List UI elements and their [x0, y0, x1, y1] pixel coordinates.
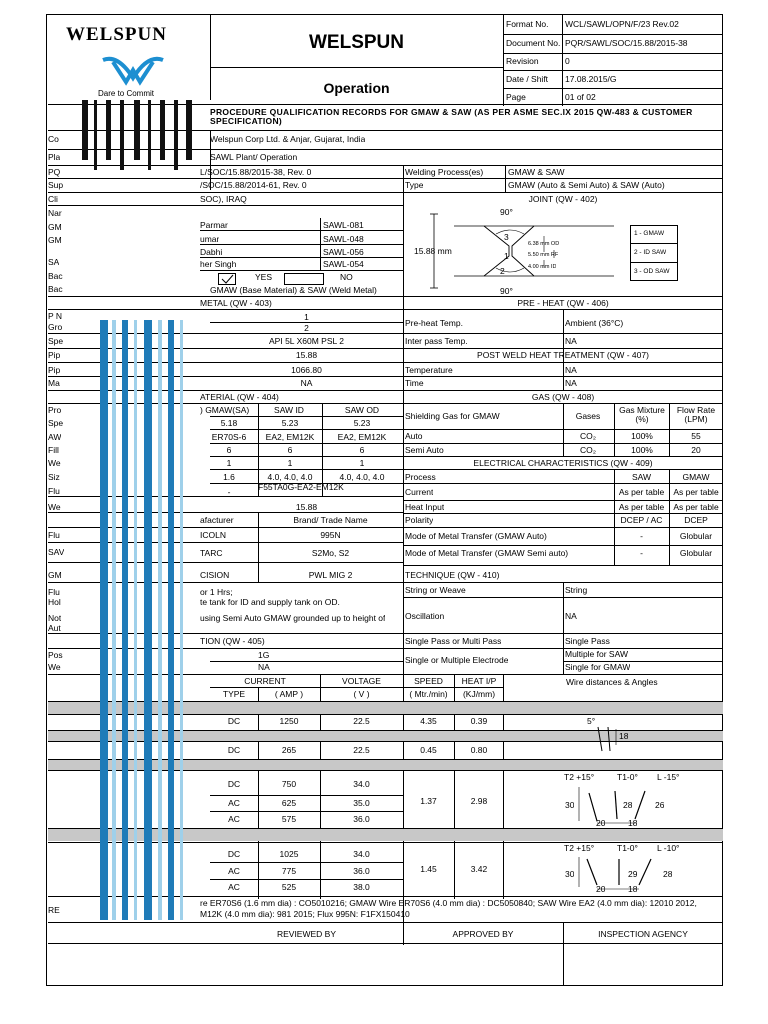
filler-cell: ER70S-6: [211, 433, 247, 442]
joint-num-1: 1: [504, 252, 509, 261]
filler-cell: 6: [359, 446, 365, 455]
param-type: AC: [228, 867, 240, 876]
param-amp: 265: [281, 746, 297, 755]
base-value: API 5L X60M PSL 2: [269, 337, 344, 346]
param-heat: 0.80: [470, 746, 488, 755]
position-stub: We: [48, 663, 61, 672]
gas-mix: 100%: [631, 432, 653, 441]
param-subheader: (KJ/mm): [462, 690, 496, 699]
elec-saw: SAW: [631, 473, 652, 482]
filler-header: ) GMAW(SA): [200, 406, 250, 415]
elec-label: Polarity: [405, 516, 434, 525]
filler-cell: 1: [359, 459, 365, 468]
gas-header: Flow Rate (LPM): [676, 406, 716, 425]
joint-od: 6.38 mm OD: [528, 241, 560, 247]
elec-label: Heat Input: [405, 503, 445, 512]
note-line: te tank for ID and supply tank on OD.: [200, 598, 340, 607]
joint-num-3: 3: [504, 233, 509, 242]
filler-header: SAW OD: [344, 406, 380, 415]
form-title: PROCEDURE QUALIFICATION RECORDS FOR GMAW & SAW (AS PER ASME SEC.IX 2015 QW-483 & CUSTOMER SPECIFICATION): [210, 108, 693, 127]
param-subheader: ( AMP ): [274, 690, 304, 699]
gas-flow: 20: [691, 446, 701, 455]
param-heat: 3.42: [470, 865, 488, 874]
position-title: TION (QW - 405): [200, 637, 265, 646]
welder-name: her Singh: [200, 260, 237, 269]
param-amp: 1250: [279, 717, 299, 726]
filler-stub: Flu: [48, 487, 60, 496]
filler-cell: 4.0, 4.0, 4.0: [339, 473, 385, 482]
welding-process-value: GMAW & SAW: [508, 168, 565, 177]
param-type: AC: [228, 815, 240, 824]
filler-cell: 5.23: [281, 419, 299, 428]
weld-metal-thickness: 15.88: [295, 503, 318, 512]
param-speed: 4.35: [420, 717, 437, 726]
type-label: Type: [405, 181, 424, 190]
inspection-agency: INSPECTION AGENCY: [598, 930, 688, 939]
wire-t1: T1-0°: [617, 844, 638, 853]
wire-l: L -10°: [657, 844, 680, 853]
filler-stub: We: [48, 503, 61, 512]
param-amp: 775: [281, 867, 297, 876]
pqr-value: L/SOC/15.88/2015-38, Rev. 0: [200, 168, 312, 177]
client-value: SOC), IRAQ: [200, 195, 247, 204]
elec-label: Mode of Metal Transfer (GMAW Semi auto): [405, 549, 569, 558]
backing-material: GMAW (Base Material) & SAW (Weld Metal): [210, 286, 377, 295]
elec-gmaw: GMAW: [682, 473, 710, 482]
welder-stub: Nar: [48, 209, 62, 218]
filler-cell: EA2, EM12K: [337, 433, 387, 442]
filler-stub: Spe: [48, 419, 64, 428]
param-subheader: ( Mtr./min): [409, 690, 448, 699]
tech-value: NA: [565, 612, 577, 621]
param-amp: 1025: [279, 850, 299, 859]
param-volt: 22.5: [353, 717, 370, 726]
row-stub: Pla: [48, 153, 61, 162]
filler-cell: 6: [226, 446, 232, 455]
wire-dim: 28: [623, 801, 633, 810]
filler-cell: EA2, EM12K: [265, 433, 315, 442]
param-header: VOLTAGE: [342, 677, 381, 686]
elec-label: Process: [405, 473, 436, 482]
param-type: DC: [227, 746, 241, 755]
base-value: 2: [304, 324, 309, 333]
tech-value: Single Pass: [565, 637, 610, 646]
technique-title: TECHNIQUE (QW - 410): [405, 571, 500, 580]
joint-legend-item: 3 - OD SAW: [634, 268, 670, 275]
meta-label: Revision: [506, 57, 539, 66]
note-stub: Flu: [48, 588, 60, 597]
pwht-label: Time: [405, 379, 424, 388]
welder-stub: GM: [48, 236, 62, 245]
tech-value: Single for GMAW: [565, 663, 631, 672]
welder-name: Dabhi: [200, 248, 223, 257]
elec-label: Current: [405, 488, 434, 497]
backing-no-label: NO: [340, 273, 353, 282]
filler-cell: 5.18: [220, 419, 238, 428]
reviewed-by: REVIEWED BY: [276, 930, 337, 939]
meta-value: 01 of 02: [565, 93, 596, 102]
wire-l: L -15°: [657, 773, 680, 782]
welder-stub: GM: [48, 223, 62, 232]
pwht-title: POST WELD HEAT TREATMENT (QW - 407): [477, 351, 649, 360]
row-stub: Cli: [48, 195, 58, 204]
filler-cell: 1.6: [223, 473, 235, 482]
param-heat: 0.39: [470, 717, 488, 726]
preheat-value: Ambient (36°C): [565, 319, 624, 328]
wire-angle: 5°: [587, 717, 596, 726]
filler-cell: 4.0, 4.0, 4.0: [267, 473, 313, 482]
param-type: AC: [228, 883, 240, 892]
meta-label: Document No.: [506, 39, 561, 48]
joint-legend-item: 2 - ID SAW: [634, 249, 667, 256]
param-amp: 575: [281, 815, 297, 824]
backing-yes-checkbox: [218, 273, 236, 285]
gas-type: CO₂: [579, 446, 597, 455]
filler-stub: AW: [48, 433, 62, 442]
mfr-header: afacturer: [200, 516, 234, 525]
wire-dim: 30: [565, 870, 575, 879]
note-stub: Hol: [48, 598, 61, 607]
position-value: NA: [258, 663, 270, 672]
wire-dim: 18: [628, 885, 638, 894]
wire-diagram-3: [575, 853, 675, 893]
mfr-name: CISION: [200, 571, 230, 580]
base-value: NA: [300, 379, 313, 388]
note-line: or 1 Hrs;: [200, 588, 233, 597]
meta-value: 17.08.2015/G: [565, 75, 617, 84]
param-type: DC: [227, 717, 241, 726]
gas-type: CO₂: [579, 432, 597, 441]
elec-saw: -: [640, 532, 643, 541]
param-speed: 0.45: [420, 746, 437, 755]
elec-saw: As per table: [618, 503, 665, 512]
wire-dim: 20: [596, 885, 606, 894]
meta-label: Format No.: [506, 20, 549, 29]
tech-label: Single Pass or Multi Pass: [405, 637, 502, 646]
param-subheader: ( V ): [353, 690, 370, 699]
welder-stub: SA: [48, 258, 60, 267]
wire-dim: 26: [655, 801, 665, 810]
elec-gmaw: Globular: [679, 532, 713, 541]
mfr-stub: GM: [48, 571, 62, 580]
welder-id: SAWL-048: [323, 235, 364, 244]
backing-yes-label: YES: [255, 273, 273, 282]
meta-value: PQR/SAWL/SOC/15.88/2015-38: [565, 39, 688, 48]
joint-title: JOINT (QW - 402): [528, 195, 598, 204]
pwht-value: NA: [565, 366, 577, 375]
tech-value: Multiple for SAW: [565, 650, 628, 659]
filler-cell: 5.23: [353, 419, 371, 428]
meta-label: Page: [506, 93, 526, 102]
wire-t2: T2 +15°: [564, 773, 595, 782]
meta-value: WCL/SAWL/OPN/F/23 Rev.02: [565, 20, 679, 29]
param-volt: 22.5: [353, 746, 370, 755]
elec-gmaw: Globular: [679, 549, 713, 558]
elec-gmaw: DCEP: [684, 516, 708, 525]
elec-gmaw: As per table: [673, 488, 719, 497]
filler-cell: -: [227, 488, 231, 497]
wire-dim: 30: [565, 801, 575, 810]
elec-saw: -: [640, 549, 643, 558]
row-stub: Sup: [48, 181, 64, 190]
flux-class: F55TA0G-EA2-EM12K: [258, 483, 344, 492]
param-volt: 34.0: [353, 850, 370, 859]
elec-saw: DCEP / AC: [620, 516, 663, 525]
base-stub: Spe: [48, 337, 64, 346]
param-volt: 35.0: [353, 799, 370, 808]
scan-artifact: [60, 20, 200, 986]
wire-distances-label: Wire distances & Angles: [566, 678, 658, 687]
mfr-stub: Flu: [48, 531, 60, 540]
base-value: 15.88: [295, 351, 318, 360]
note-stub: Not: [48, 614, 62, 623]
pwht-label: Temperature: [405, 366, 453, 375]
gas-title: GAS (QW - 408): [531, 393, 595, 402]
elec-gmaw: As per table: [673, 503, 719, 512]
shielding-gas-label: Shielding Gas for GMAW: [405, 412, 500, 421]
mfr-stub: SAV: [48, 548, 65, 557]
position-value: 1G: [258, 651, 270, 660]
param-type: AC: [228, 799, 240, 808]
base-stub: Ma: [48, 379, 60, 388]
base-stub: Pip: [48, 366, 61, 375]
gas-mode: Semi Auto: [405, 446, 444, 455]
joint-rf: 5.50 mm RF: [528, 252, 559, 258]
filler-cell: 1: [226, 459, 232, 468]
preheat-label: Inter pass Temp.: [405, 337, 468, 346]
approved-by: APPROVED BY: [452, 930, 514, 939]
param-heat: 2.98: [470, 797, 488, 806]
param-amp: 625: [281, 799, 297, 808]
section-name: Operation: [323, 80, 390, 96]
mfr-header: Brand/ Trade Name: [293, 516, 368, 525]
base-value: 1066.80: [291, 366, 322, 375]
electrical-title: ELECTRICAL CHARACTERISTICS (QW - 409): [473, 459, 653, 468]
base-metal-title: METAL (QW - 403): [200, 299, 272, 308]
param-amp: 525: [281, 883, 297, 892]
base-stub: Pip: [48, 351, 61, 360]
tech-label: String or Weave: [405, 586, 466, 595]
gas-mix: 100%: [631, 446, 653, 455]
param-volt: 36.0: [353, 815, 370, 824]
filler-stub: We: [48, 459, 61, 468]
elec-saw: As per table: [618, 488, 665, 497]
param-header: HEAT I/P: [461, 677, 497, 686]
gas-mode: Auto: [405, 432, 423, 441]
welder-name: umar: [200, 235, 220, 244]
backing-stub: Bac: [48, 285, 63, 294]
backing-stub: Bac: [48, 272, 63, 281]
note-stub: Aut: [48, 624, 61, 633]
param-volt: 34.0: [353, 780, 370, 789]
base-stub: P N: [48, 312, 63, 321]
joint-id: 4.00 mm ID: [528, 264, 557, 270]
wire-t1: T1-0°: [617, 773, 638, 782]
position-stub: Pos: [48, 651, 63, 660]
company-value: Welspun Corp Ltd. & Anjar, Gujarat, India: [210, 135, 366, 144]
plant-value: SAWL Plant/ Operation: [210, 153, 298, 162]
param-header: CURRENT: [244, 677, 286, 686]
gas-header: Gas Mixture (%): [619, 406, 665, 425]
row-stub: PQ: [48, 168, 61, 177]
param-type: DC: [227, 850, 241, 859]
base-stub: Gro: [48, 323, 63, 332]
filler-stub: Siz: [48, 473, 60, 482]
remarks-stub: RE: [48, 906, 60, 915]
wire-dim: 18: [628, 819, 638, 828]
tech-label: Oscillation: [405, 612, 445, 621]
wire-t2: T2 +15°: [564, 844, 595, 853]
param-volt: 38.0: [353, 883, 370, 892]
meta-label: Date / Shift: [506, 75, 549, 84]
preheat-value: NA: [565, 337, 577, 346]
filler-header: SAW ID: [274, 406, 304, 415]
param-speed: 1.45: [420, 865, 437, 874]
filler-title: ATERIAL (QW - 404): [200, 393, 279, 402]
tech-label: Single or Multiple Electrode: [405, 656, 509, 665]
wire-dist: 18: [619, 732, 629, 741]
company-name: WELSPUN: [309, 32, 404, 53]
preheat-title: PRE - HEAT (QW - 406): [517, 299, 609, 308]
mfr-name: TARC: [200, 549, 223, 558]
param-speed: 1.37: [420, 797, 437, 806]
logo-text: WELSPUN: [66, 24, 167, 45]
welder-id: SAWL-054: [323, 260, 364, 269]
wire-dim: 28: [663, 870, 673, 879]
wire-dim: 20: [596, 819, 606, 828]
welder-name: Parmar: [200, 221, 228, 230]
wire-dim: 29: [628, 870, 638, 879]
note-line: using Semi Auto GMAW grounded up to height of: [200, 614, 386, 623]
row-stub: Co: [48, 135, 59, 144]
mfr-name: ICOLN: [200, 531, 226, 540]
filler-stub: Pro: [48, 406, 62, 415]
param-type: DC: [227, 780, 241, 789]
gas-flow: 55: [691, 432, 701, 441]
pwht-value: NA: [565, 379, 577, 388]
elec-label: Mode of Metal Transfer (GMAW Auto): [405, 532, 547, 541]
filler-cell: 1: [287, 459, 293, 468]
tagline: Dare to Commit: [98, 89, 155, 98]
preheat-label: Pre-heat Temp.: [405, 319, 463, 328]
remarks-line: M12K (4.0 mm dia): 981 2015; Flux 995N: F1FX150410: [200, 910, 410, 919]
remarks-line: re ER70S6 (1.6 mm dia) : CO5010216; GMAW Wire ER70S6 (4.0 mm dia) : DC5050840; SAW Wire EA2 (4.0 mm dia): 12010 2012,: [200, 899, 697, 908]
joint-angle-bottom: 90°: [500, 287, 513, 296]
filler-stub: Fill: [48, 446, 59, 455]
type-value: GMAW (Auto & Semi Auto) & SAW (Auto): [508, 181, 665, 190]
mfr-brand: PWL MIG 2: [308, 571, 353, 580]
backing-no-checkbox: [284, 273, 324, 285]
joint-num-2: 2: [500, 267, 505, 276]
sup-value: /SOC/15.88/2014-61, Rev. 0: [200, 181, 307, 190]
mfr-brand: S2Mo, S2: [311, 549, 350, 558]
welder-id: SAWL-056: [323, 248, 364, 257]
joint-legend-item: 1 - GMAW: [634, 230, 665, 237]
gas-header: Gases: [575, 412, 601, 421]
welder-id: SAWL-081: [323, 221, 364, 230]
joint-angle-top: 90°: [500, 208, 513, 217]
mfr-brand: 995N: [320, 531, 341, 540]
param-header: SPEED: [414, 677, 443, 686]
joint-thickness: 15.88 mm: [414, 247, 452, 256]
param-amp: 750: [281, 780, 297, 789]
meta-value: 0: [565, 57, 570, 66]
param-volt: 36.0: [353, 867, 370, 876]
tech-value: String: [565, 586, 588, 595]
welding-process-label: Welding Process(es): [405, 168, 484, 177]
base-value: 1: [304, 313, 309, 322]
check-icon: [219, 274, 235, 284]
filler-cell: 6: [287, 446, 293, 455]
param-subheader: TYPE: [222, 690, 246, 699]
